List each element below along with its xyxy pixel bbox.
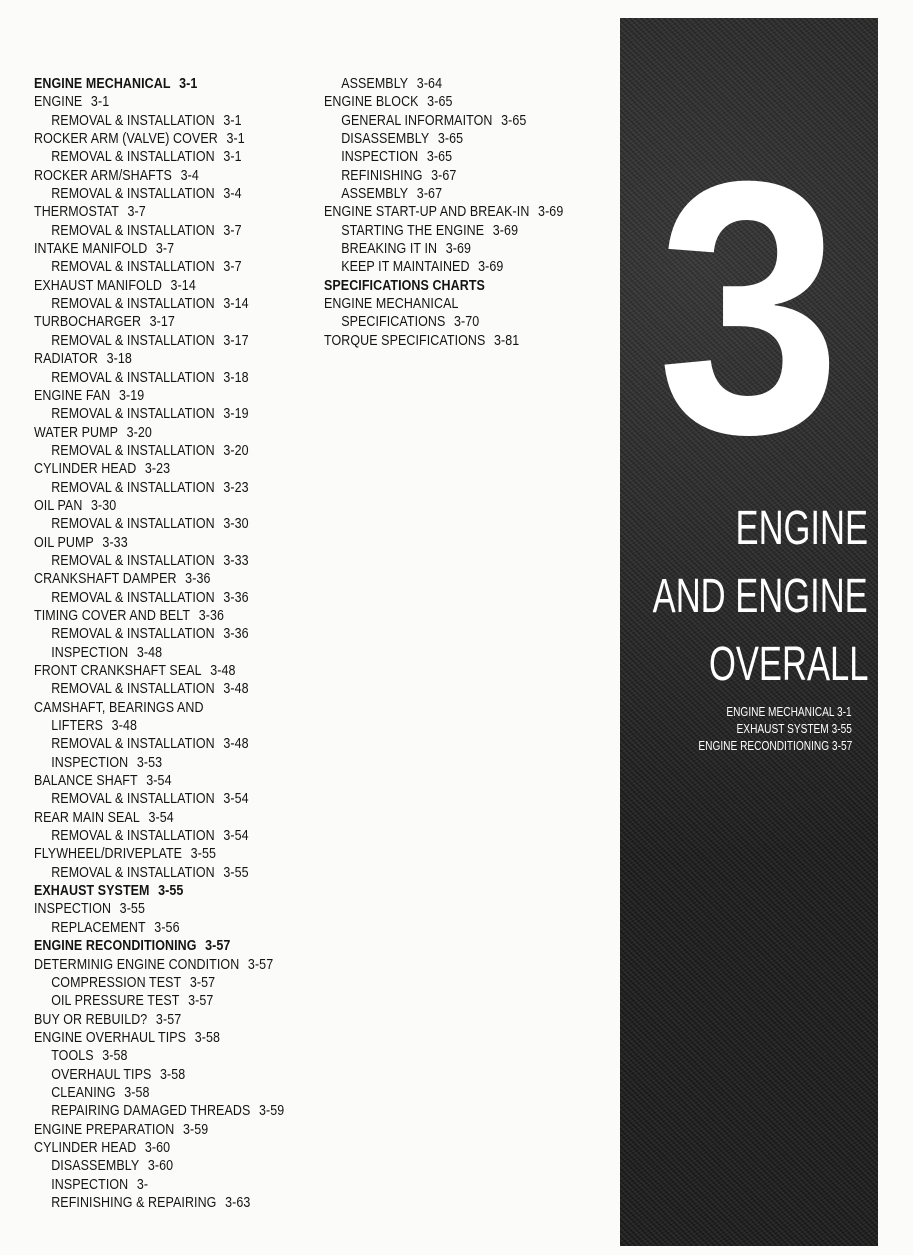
toc-entry-page: 3-65 [427, 94, 453, 111]
toc-entry [34, 992, 275, 1010]
toc-entry-text: REMOVAL & INSTALLATION [51, 442, 215, 459]
toc-entry-text: REMOVAL & INSTALLATION [51, 259, 215, 276]
toc-entry [34, 735, 275, 753]
toc-entry [34, 148, 275, 166]
toc-entry-page: 3-4 [180, 167, 199, 184]
toc-entry-text: ENGINE RECONDITIONING [34, 938, 197, 955]
toc-entry [34, 662, 275, 680]
toc-entry [34, 460, 275, 478]
toc-entry-text: REMOVAL & INSTALLATION [51, 369, 215, 386]
toc-entry [34, 295, 275, 313]
toc-entry-page: 3-60 [147, 1158, 174, 1175]
toc-entry-text: INSPECTION [51, 644, 129, 661]
toc-entry-page: 3-69 [538, 204, 564, 221]
toc-entry-page: 3-48 [111, 718, 137, 735]
toc-entry-page: 3-20 [223, 442, 249, 459]
toc-entry [324, 295, 573, 313]
toc-entry [34, 497, 275, 515]
toc-entry [34, 405, 275, 423]
toc-entry-text: BALANCE SHAFT [34, 773, 138, 790]
toc-entry-page: 3-57 [189, 974, 216, 991]
toc-entry-page: 3-36 [223, 626, 249, 643]
toc-entry-text: INSPECTION [341, 149, 419, 166]
toc-entry [34, 1047, 275, 1065]
toc-entry-text: ENGINE BLOCK [324, 94, 419, 111]
toc-entry-text: OVERHAUL TIPS [51, 1066, 152, 1083]
toc-entry-text: REMOVAL & INSTALLATION [51, 479, 215, 496]
toc-entry-text: ASSEMBLY [341, 76, 409, 92]
toc-entry-text: REAR MAIN SEAL [34, 809, 140, 826]
toc-entry-page: 3-36 [223, 589, 249, 606]
toc-entry [324, 112, 573, 130]
toc-entry-page: 3-55 [158, 883, 184, 900]
toc-entry [34, 387, 275, 405]
toc-entry [34, 900, 275, 918]
toc-entry [34, 754, 275, 772]
toc-entry-text: ENGINE [34, 94, 83, 111]
toc-entry-text: CAMSHAFT, BEARINGS AND [34, 699, 204, 716]
toc-entry-text: LIFTERS [51, 718, 104, 735]
toc-entry-text: CYLINDER HEAD [34, 461, 137, 478]
toc-entry [34, 130, 275, 148]
toc-entry [34, 1011, 275, 1029]
toc-entry-page: 3-58 [194, 1029, 221, 1046]
toc-section-heading [34, 937, 275, 955]
toc-entry [34, 644, 275, 662]
toc-entry-page: 3-57 [205, 938, 231, 955]
toc-entry-page: 3-53 [136, 754, 163, 771]
toc-entry-text: REFINISHING & REPAIRING [51, 1194, 217, 1211]
toc-entry [34, 350, 275, 368]
toc-entry [34, 956, 275, 974]
toc-entry-page: 3-1 [223, 149, 242, 166]
toc-entry-text: REMOVAL & INSTALLATION [51, 626, 215, 643]
toc-entry-page: 3-23 [144, 461, 171, 478]
toc-entry-text: REMOVAL & INSTALLATION [51, 589, 215, 606]
toc-entry-text: TIMING COVER AND BELT [34, 607, 191, 624]
toc-entry-page: 3-54 [223, 791, 249, 808]
toc-entry [34, 717, 275, 735]
toc-entry-text: ROCKER ARM/SHAFTS [34, 167, 172, 184]
toc-section-heading [34, 882, 275, 900]
toc-entry-text: REMOVAL & INSTALLATION [51, 681, 215, 698]
toc-entry-page: 3-48 [210, 663, 236, 679]
sidebar-toc-item [737, 721, 852, 737]
toc-entry-page: 3-18 [223, 369, 249, 386]
toc-entry-page: 3-56 [154, 919, 180, 936]
toc-section-heading [34, 75, 275, 93]
toc-entry-page: 3-67 [431, 167, 457, 184]
toc-entry [34, 845, 275, 863]
toc-entry-page: 3-4 [223, 186, 242, 203]
toc-entry-page: 3-18 [106, 351, 132, 368]
toc-entry-page: 3-36 [198, 607, 224, 624]
toc-entry-text: REMOVAL & INSTALLATION [51, 864, 215, 881]
toc-entry [34, 607, 275, 625]
toc-entry-page: 3-48 [223, 736, 249, 753]
toc-entry-page: 3-19 [118, 387, 145, 404]
toc-entry-page: 3-65 [501, 112, 527, 129]
toc-entry-text: DISASSEMBLY [341, 131, 430, 148]
toc-entry [34, 93, 275, 111]
toc-entry-page: 3-57 [188, 993, 214, 1010]
toc-entry-text: CYLINDER HEAD [34, 1139, 137, 1156]
toc-entry [34, 809, 275, 827]
toc-entry [324, 203, 573, 221]
toc-entry [34, 1102, 285, 1120]
chapter-title-line: AND ENGINE [652, 570, 868, 623]
toc-entry-text: REMOVAL & INSTALLATION [51, 186, 215, 203]
toc-entry-text: OIL PRESSURE TEST [51, 993, 180, 1010]
toc-entry [34, 680, 275, 698]
toc-entry-text: REMOVAL & INSTALLATION [51, 406, 215, 423]
toc-entry [324, 185, 573, 203]
toc-entry-text: SPECIFICATIONS [341, 314, 446, 331]
toc-entry [34, 258, 275, 276]
toc-right-column [324, 75, 614, 350]
toc-left-column [34, 75, 314, 1212]
toc-entry [324, 148, 573, 166]
toc-entry [34, 203, 275, 221]
toc-entry [34, 699, 275, 717]
toc-entry-page: 3-17 [223, 332, 249, 349]
toc-entry-text: EXHAUST MANIFOLD [34, 277, 162, 294]
toc-entry-text: REMOVAL & INSTALLATION [51, 112, 215, 129]
toc-entry-text: COMPRESSION TEST [51, 974, 182, 991]
sidebar-toc-text: ENGINE RECONDITIONING [698, 738, 829, 753]
toc-entry-text: EXHAUST SYSTEM [34, 883, 150, 900]
toc-entry-page: 3-48 [136, 644, 163, 661]
toc-entry-page: 3-69 [445, 241, 472, 258]
toc-entry-text: REMOVAL & INSTALLATION [51, 552, 215, 569]
toc-entry-page: 3-54 [146, 773, 172, 790]
toc-entry [34, 552, 275, 570]
toc-entry-text: STARTING THE ENGINE [341, 222, 485, 239]
toc-entry-page: 3-17 [149, 314, 175, 331]
toc-entry [34, 240, 275, 258]
toc-entry-text: INSPECTION [51, 754, 129, 771]
toc-entry-page: 3-58 [160, 1066, 186, 1083]
toc-entry-page: 3-54 [148, 809, 174, 826]
toc-entry [34, 185, 275, 203]
toc-entry-page: 3-14 [170, 277, 196, 294]
toc-entry [34, 974, 275, 992]
chapter-title-line: ENGINE [735, 502, 868, 555]
toc-entry-text: INSPECTION [51, 1176, 129, 1193]
toc-entry [34, 442, 275, 460]
toc-entry-page: 3-67 [416, 186, 443, 203]
toc-entry-text: DISASSEMBLY [51, 1158, 140, 1175]
toc-entry-text: ENGINE OVERHAUL TIPS [34, 1029, 187, 1046]
toc-entry-text: ASSEMBLY [341, 186, 409, 203]
sidebar-toc-page: 3-55 [831, 721, 852, 736]
toc-entry [34, 479, 275, 497]
toc-entry-page: 3-7 [155, 241, 175, 258]
toc-entry-text: TORQUE SPECIFICATIONS [324, 332, 486, 349]
toc-entry [34, 369, 275, 387]
toc-entry-text: FRONT CRANKSHAFT SEAL [34, 663, 202, 679]
toc-entry-text: BUY OR REBUILD? [34, 1011, 148, 1028]
toc-entry-page: 3-69 [478, 259, 504, 276]
toc-entry [34, 1121, 275, 1139]
toc-entry-page: 3-33 [223, 552, 249, 569]
toc-entry-page: 3-1 [226, 131, 245, 148]
toc-entry-page: 3-7 [223, 259, 242, 276]
toc-entry-text: REMOVAL & INSTALLATION [51, 149, 215, 166]
toc-entry-page: 3-20 [126, 424, 152, 441]
toc-entry-text: ROCKER ARM (VALVE) COVER [34, 131, 218, 148]
toc-entry [34, 1176, 275, 1194]
sidebar-toc-item [727, 704, 852, 720]
toc-entry-page: 3-55 [190, 846, 216, 863]
toc-entry-text: REMOVAL & INSTALLATION [51, 296, 215, 313]
toc-entry [34, 570, 275, 588]
toc-entry-text: KEEP IT MAINTAINED [341, 259, 470, 276]
toc-entry [34, 919, 275, 937]
toc-entry-page: 3-7 [223, 222, 242, 239]
toc-entry [34, 112, 275, 130]
toc-entry-page: 3-65 [426, 149, 453, 166]
toc-entry-text: ENGINE PREPARATION [34, 1121, 175, 1138]
toc-entry [34, 1194, 275, 1212]
toc-entry [324, 240, 573, 258]
toc-entry [324, 167, 573, 185]
toc-entry-text: REMOVAL & INSTALLATION [51, 222, 215, 239]
toc-entry-text: CRANKSHAFT DAMPER [34, 571, 177, 588]
toc-entry-page: 3-60 [144, 1139, 171, 1156]
toc-entry [34, 277, 275, 295]
toc-entry [34, 1029, 275, 1047]
sidebar-toc-text: EXHAUST SYSTEM [736, 721, 829, 736]
toc-entry [324, 130, 573, 148]
toc-entry-page: 3-81 [493, 332, 520, 349]
toc-entry-text: REPAIRING DAMAGED THREADS [51, 1103, 251, 1120]
toc-entry-text: REMOVAL & INSTALLATION [51, 791, 215, 808]
toc-entry-text: REFINISHING [341, 167, 423, 184]
toc-entry [34, 222, 275, 240]
toc-entry-text: REMOVAL & INSTALLATION [51, 828, 215, 845]
toc-entry-text: DETERMINIG ENGINE CONDITION [34, 956, 240, 973]
toc-entry-page: 3-1 [179, 76, 198, 92]
chapter-title-line: OVERALL [708, 638, 868, 691]
sidebar-toc-page: 3-1 [837, 704, 852, 719]
toc-entry-page: 3-19 [223, 406, 249, 423]
toc-entry-page: 3-1 [90, 94, 110, 111]
toc-entry-text: TURBOCHARGER [34, 314, 142, 331]
toc-entry-text: RADIATOR [34, 351, 98, 368]
toc-entry-text: ENGINE FAN [34, 387, 111, 404]
toc-entry-page: 3-36 [185, 571, 211, 588]
toc-entry-text: TOOLS [51, 1048, 94, 1065]
toc-entry-text: ENGINE MECHANICAL [34, 76, 171, 92]
sidebar-toc-item [698, 738, 852, 754]
toc-entry [324, 93, 573, 111]
toc-entry-text: OIL PAN [34, 497, 83, 514]
toc-entry-page: 3-57 [155, 1011, 182, 1028]
toc-entry-page: 3-30 [91, 497, 117, 514]
toc-entry [324, 313, 573, 331]
sidebar-toc-page: 3-57 [831, 738, 852, 753]
toc-entry [34, 772, 275, 790]
toc-entry-text: GENERAL INFORMAITON [341, 112, 493, 129]
toc-entry [34, 1066, 275, 1084]
toc-entry-page: 3-7 [127, 204, 146, 221]
toc-entry [34, 589, 275, 607]
toc-entry [324, 332, 573, 350]
toc-entry [34, 790, 275, 808]
toc-entry-page: 3-65 [437, 131, 464, 148]
toc-entry-page: 3-63 [225, 1194, 251, 1211]
sidebar-toc-text: ENGINE MECHANICAL [726, 704, 835, 719]
toc-entry-page: 3-58 [124, 1084, 150, 1101]
toc-entry-text: CLEANING [51, 1084, 116, 1101]
chapter-number: 3 [656, 107, 842, 509]
toc-entry [34, 313, 275, 331]
toc-entry-text: OIL PUMP [34, 534, 94, 551]
toc-entry-page: 3-70 [454, 314, 480, 331]
toc-entry [34, 332, 275, 350]
toc-entry [34, 864, 275, 882]
toc-entry [324, 75, 573, 93]
toc-entry [34, 625, 275, 643]
toc-entry [34, 534, 275, 552]
toc-entry-page: 3-69 [492, 222, 519, 239]
toc-entry [324, 222, 573, 240]
toc-entry-text: WATER PUMP [34, 424, 118, 441]
toc-entry [34, 515, 275, 533]
toc-section-heading [324, 277, 573, 295]
toc-entry-text: INTAKE MANIFOLD [34, 241, 148, 258]
toc-entry-text: REMOVAL & INSTALLATION [51, 736, 215, 753]
toc-entry-page: 3-48 [223, 681, 249, 698]
toc-entry-page: 3-64 [416, 76, 443, 92]
toc-entry [34, 1139, 275, 1157]
toc-entry [324, 258, 573, 276]
toc-entry-text: THERMOSTAT [34, 204, 119, 221]
toc-entry [34, 1084, 275, 1102]
toc-entry-page: 3-55 [119, 901, 145, 918]
toc-entry [34, 167, 275, 185]
toc-entry-page: 3-54 [223, 828, 249, 845]
toc-entry-text: SPECIFICATIONS CHARTS [324, 277, 485, 294]
toc-entry-page: 3-23 [223, 479, 249, 496]
toc-entry-text: REPLACEMENT [51, 919, 146, 936]
toc-entry-page: 3-59 [182, 1121, 209, 1138]
toc-entry-page: 3-1 [223, 112, 242, 129]
toc-entry-text: REMOVAL & INSTALLATION [51, 516, 215, 533]
toc-entry [34, 424, 275, 442]
toc-entry-text: BREAKING IT IN [341, 241, 438, 258]
toc-entry-page: 3-58 [102, 1048, 128, 1065]
toc-entry-page: 3-30 [223, 516, 249, 533]
toc-entry-page: 3-57 [247, 956, 274, 973]
toc-entry-page: 3-59 [258, 1103, 285, 1120]
toc-entry-text: ENGINE START-UP AND BREAK-IN [324, 204, 530, 221]
toc-entry-page: 3-55 [223, 864, 249, 881]
toc-entry-text: REMOVAL & INSTALLATION [51, 332, 215, 349]
toc-entry-text: FLYWHEEL/DRIVEPLATE [34, 846, 183, 863]
toc-entry-page: 3-33 [102, 534, 128, 551]
toc-entry-page: 3-14 [223, 296, 249, 313]
toc-entry-text: INSPECTION [34, 901, 112, 918]
toc-entry-text: ENGINE MECHANICAL [324, 296, 459, 313]
toc-entry [34, 827, 275, 845]
chapter-sidebar [620, 18, 878, 1246]
toc-entry [34, 1157, 275, 1175]
toc-entry-page: 3- [136, 1176, 149, 1193]
